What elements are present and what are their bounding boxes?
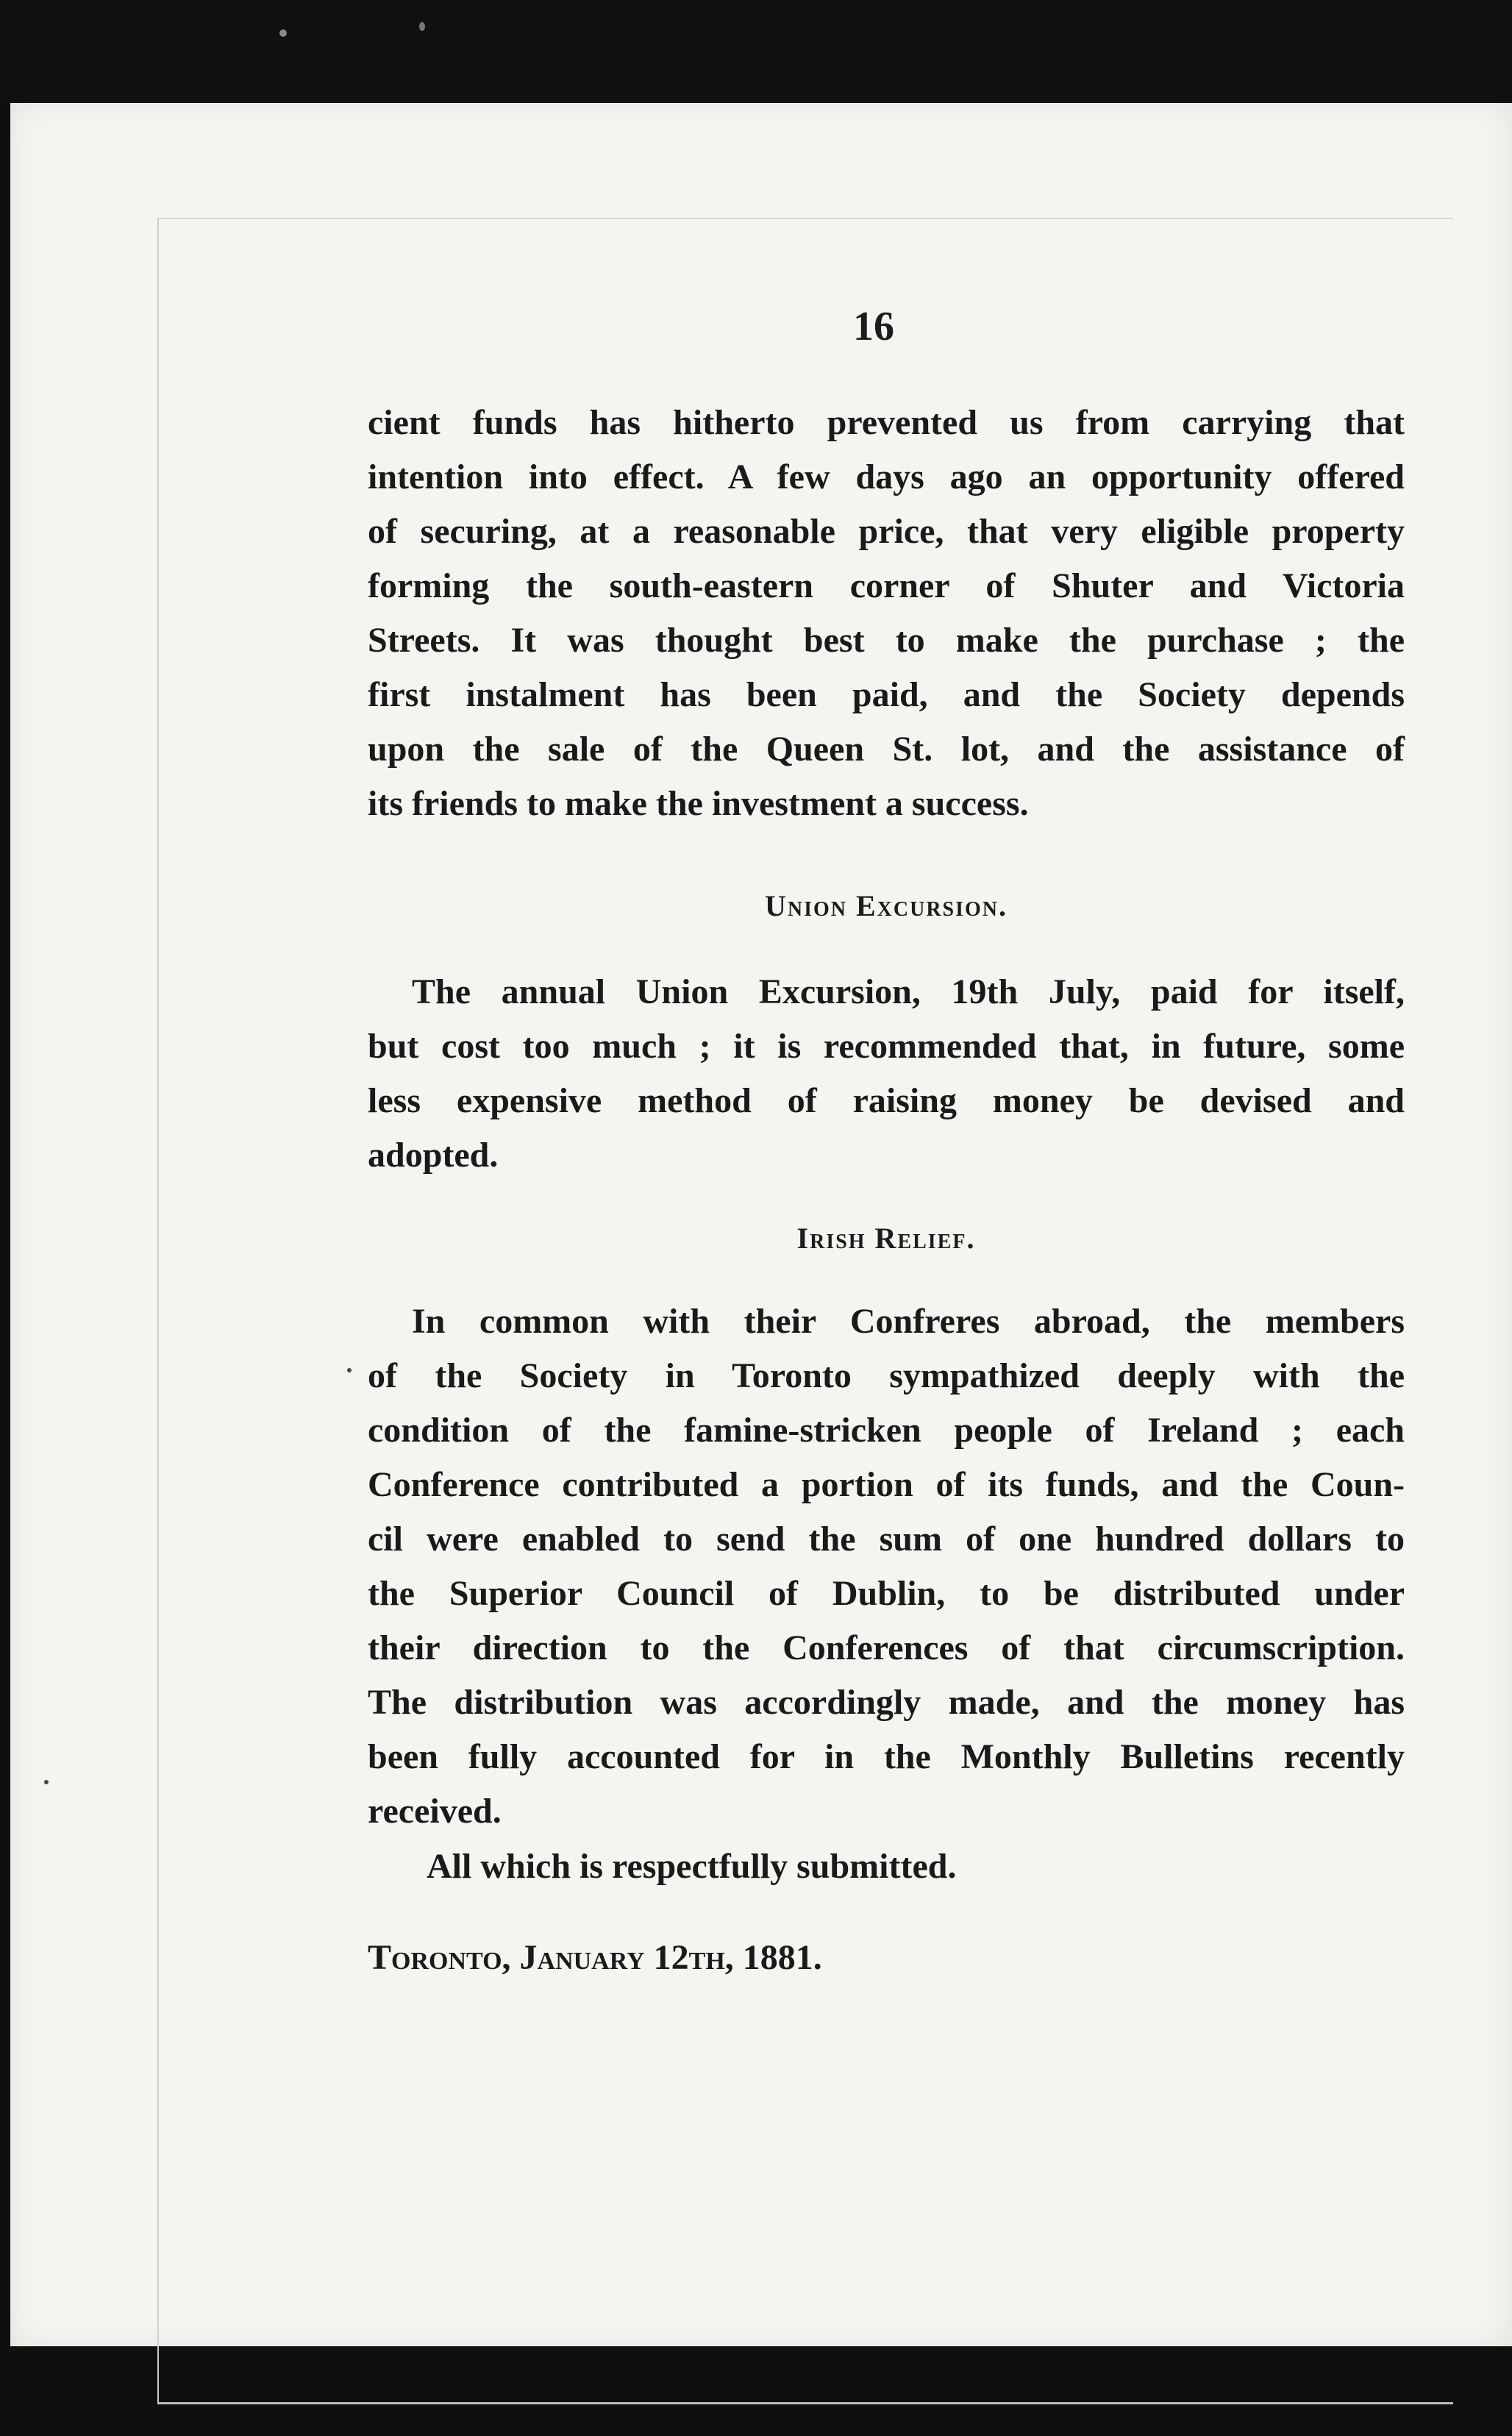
text-line: of securing, at a reasonable price, that very eligible property xyxy=(368,512,1405,551)
text-line: adopted. xyxy=(368,1136,499,1175)
closing-submitted: All which is respectfully submitted. xyxy=(427,1847,957,1886)
text-line: their direction to the Conferences of that circumscription. xyxy=(368,1628,1405,1667)
text-line: intention into effect. A few days ago an opportunity offered xyxy=(368,457,1405,496)
text-line: its friends to make the investment a success. xyxy=(368,784,1029,823)
text-line: The annual Union Excursion, 19th July, paid for itself, xyxy=(412,972,1405,1011)
film-speck xyxy=(347,1368,352,1372)
text-line: been fully accounted for in the Monthly Bulletins recently xyxy=(368,1737,1405,1776)
paragraph-union-excursion xyxy=(368,965,1405,1183)
page-number: 16 xyxy=(853,304,894,349)
text-line: forming the south-eastern corner of Shuter and Victoria xyxy=(368,566,1405,605)
text-line: upon the sale of the Queen St. lot, and the assistance of xyxy=(368,730,1405,769)
film-speck xyxy=(419,22,425,31)
text-line: Streets. It was thought best to make the purchase ; the xyxy=(368,621,1405,660)
text-line: condition of the famine-stricken people of Ireland ; each xyxy=(368,1411,1405,1450)
section-heading-irish-relief: Irish Relief. xyxy=(796,1222,976,1255)
text-line: but cost too much ; it is recommended that, in future, some xyxy=(368,1027,1405,1066)
text-line: In common with their Confreres abroad, the members xyxy=(412,1302,1405,1341)
text-line: cil were enabled to send the sum of one hundred dollars to xyxy=(368,1520,1405,1559)
text-line: of the Society in Toronto sympathized deeply with the xyxy=(368,1356,1405,1395)
text-line: Conference contributed a portion of its funds, and the Coun- xyxy=(368,1465,1405,1504)
section-heading-union-excursion: Union Excursion. xyxy=(764,889,1008,922)
text-line: The distribution was accordingly made, and the money has xyxy=(368,1683,1405,1722)
paragraph-irish-relief xyxy=(368,1294,1405,1839)
film-speck xyxy=(44,1780,49,1784)
text-line: received. xyxy=(368,1792,502,1831)
text-line: the Superior Council of Dublin, to be distributed under xyxy=(368,1574,1405,1613)
text-line: less expensive method of raising money be devised and xyxy=(368,1081,1405,1120)
closing-place-date: Toronto, January 12th, 1881. xyxy=(368,1938,822,1977)
text-line: first instalment has been paid, and the Society depends xyxy=(368,675,1405,714)
text-line: cient funds has hitherto prevented us from carrying that xyxy=(368,403,1405,442)
paragraph-funds xyxy=(368,396,1405,831)
film-border xyxy=(0,0,1512,103)
film-speck xyxy=(279,29,287,37)
